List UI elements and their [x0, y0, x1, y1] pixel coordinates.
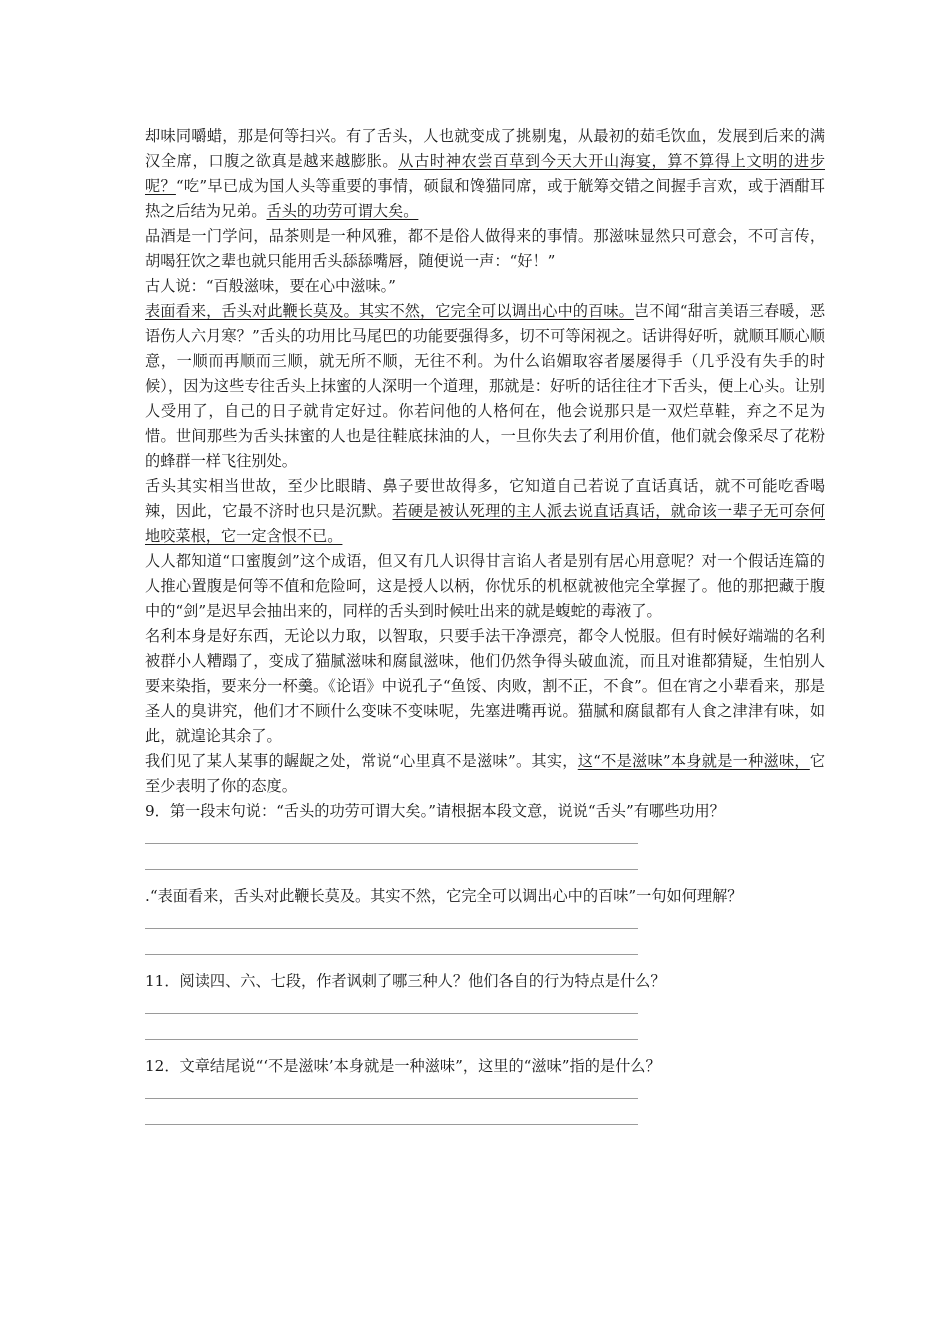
text-segment: 古人说：“百般滋味，要在心中滋味。”	[145, 277, 396, 295]
paragraph-6	[145, 549, 825, 624]
underlined-sentence: 若硬是被认死理的主人派去说直话真话，就命该一辈子无可奈何地咬菜根，它一定含恨不已。	[145, 502, 826, 545]
answer-blank[interactable]	[145, 1105, 825, 1131]
text-segment: 人人都知道“口蜜腹剑”这个成语，但又有几人识得甘言谄人者是别有居心用意呢？对一个假话连篇的人推心置腹是何等不值和危险呵，这是授人以柄，你忧乐的机枢就被他完全掌握了。他的那把藏于腹中的“剑”是迟早会抽出来的，同样的舌头到时候吐出来的就是蝮蛇的毒液了。	[145, 552, 825, 620]
answer-line	[145, 1124, 638, 1125]
answer-blank[interactable]	[145, 824, 825, 850]
answer-line	[145, 1039, 638, 1040]
paragraph-7	[145, 624, 825, 749]
underlined-sentence: 舌头的功劳可谓大矣。	[266, 202, 419, 220]
text-segment: 岂不闻“甜言美语三春暖，恶语伤人六月寒？”舌头的功用比马尾巴的功能要强得多，切不可等闲视之。话讲得好听，就顺耳顺心顺意，一顺而再顺而三顺，就无所不顺，无往不利。为什么谄媚取容者屡屡得手（几乎没有失手的时候），因为这些专往舌头上抹蜜的人深明一个道理，那就是：好听的话往往才下舌头，便上心头。让别人受用了，自己的日子就肯定好过。你若问他的人格何在，他会说那只是一双烂草鞋，弃之不足为惜。世间那些为舌头抹蜜的人也是往鞋底抹油的人，一旦你失去了利用价值，他们就会像采尽了花粉的蜂群一样飞往别处。	[145, 302, 826, 470]
question-3: 11．阅读四、六、七段，作者讽刺了哪三种人？他们各自的行为特点是什么？	[145, 972, 666, 990]
text-segment: 舌头其实相当世故，至少比眼睛、鼻子要世故得多，它知道自己若说了直话真话，就不可能吃香喝辣，因此，它最不济时也只是沉默。	[145, 477, 825, 520]
answer-line	[145, 1098, 638, 1099]
text-segment: 我们见了某人某事的龌龊之处，常说“心里真不是滋味”。其实，	[145, 752, 578, 770]
underlined-sentence: 表面看来，舌头对此鞭长莫及。其实不然，它完全可以调出心中的百味。	[145, 302, 634, 320]
answer-blank[interactable]	[145, 909, 825, 935]
underlined-sentence: 从古时神农尝百草到今天大开山海宴，算不算得上文明的进步呢？	[145, 152, 826, 195]
passage	[145, 124, 825, 799]
paragraph-8	[145, 749, 825, 799]
paragraph-4	[145, 299, 825, 474]
text-segment: “吃”早已成为国人头等重要的事情，硕鼠和馋猫同席，或于觥筹交错之间握手言欢，或于酒酣耳热之后结为兄弟。	[145, 177, 826, 220]
answer-line	[145, 928, 638, 929]
answer-blank[interactable]	[145, 1020, 825, 1046]
question-4: 12．文章结尾说“‘不是滋味’本身就是一种滋味”，这里的“滋味”指的是什么？	[145, 1057, 661, 1075]
questions	[145, 799, 825, 1139]
text-segment: 它至少表明了你的态度。	[145, 752, 826, 795]
answer-blank[interactable]	[145, 935, 825, 961]
paragraph-1	[145, 124, 825, 224]
document-body	[145, 124, 825, 1139]
underlined-sentence: 这“不是滋味”本身就是一种滋味，	[577, 752, 810, 770]
answer-line	[145, 843, 638, 844]
answer-line	[145, 869, 638, 870]
question-2: .“表面看来，舌头对此鞭长莫及。其实不然，它完全可以调出心中的百味”一句如何理解？	[145, 887, 743, 905]
paragraph-3	[145, 274, 825, 299]
text-segment: 品酒是一门学问，品茶则是一种风雅，都不是俗人做得来的事情。那滋味显然只可意会，不可言传，胡喝狂饮之辈也就只能用舌头舔舔嘴唇，随便说一声：“好！”	[145, 227, 825, 270]
answer-blank[interactable]	[145, 1079, 825, 1105]
answer-blank[interactable]	[145, 850, 825, 876]
question-1: 9．第一段末句说：“舌头的功劳可谓大矣。”请根据本段文意，说说“舌头”有哪些功用？	[145, 802, 725, 820]
paragraph-2	[145, 224, 825, 274]
answer-blank[interactable]	[145, 994, 825, 1020]
text-segment: 却味同嚼蜡，那是何等扫兴。有了舌头，人也就变成了挑剔鬼，从最初的茹毛饮血，发展到后来的满汉全席，口腹之欲真是越来越膨胀。	[145, 127, 825, 170]
answer-line	[145, 954, 638, 955]
text-segment: 名利本身是好东西，无论以力取，以智取，只要手法干净漂亮，都令人悦服。但有时候好端端的名利被群小人糟蹋了，变成了猫腻滋味和腐鼠滋味，他们仍然争得头破血流，而且对谁都猜疑，生怕别人要来染指，要来分一杯羹。《论语》中说孔子“鱼馁、肉败，割不正，不食”。但在宵之小辈看来，那是圣人的臭讲究，他们才不顾什么变味不变味呢，先塞进嘴再说。猫腻和腐鼠都有人食之津津有味，如此，就遑论其余了。	[145, 627, 825, 745]
answer-line	[145, 1013, 638, 1014]
paragraph-5	[145, 474, 825, 549]
